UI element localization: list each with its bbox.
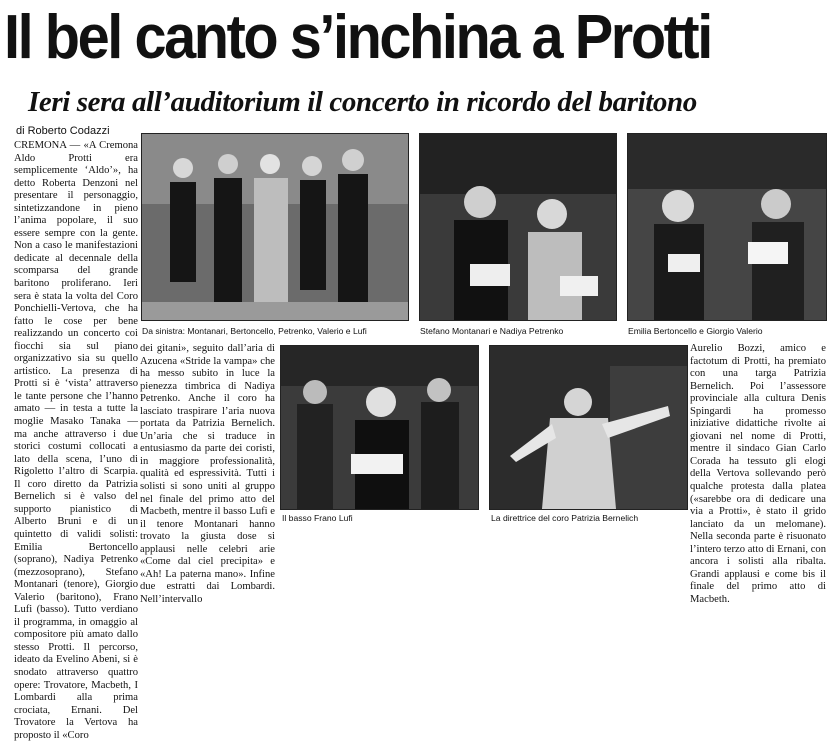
- photo-bernelich: [489, 345, 688, 510]
- subheadline: Ieri sera all’auditorium il concerto in ricordo del baritono: [28, 86, 697, 118]
- article-column-3: Aurelio Bozzi, amico e factotum di Protti, ha premiato con una targa Patrizia Bernelich. Poi l’assessore provinciale alla cultura Denis Spingardi ha promesso iniziative didattiche rivolte ai giovani nel nome di Protti, mentre il sindaco Gian Carlo Corada ha tessuto gli elogi della Vertova sollevando però qualche protesta dalla platea («sarebbe ora di dedicare una via a Protti», è stato il grido lanciato da un melomane). Nella seconda parte è risuonato l’intero terzo atto di Ernani, con ancora i solisti alla ribalta. Grandi applausi e come bis il finale del primo atto di Macbeth.: [690, 343, 826, 605]
- caption-bertoncello-valerio: Emilia Bertoncello e Giorgio Valerio: [628, 326, 763, 336]
- article-column-2: dei gitani», seguito dall’aria di Azucena «Stride la vampa» che ha messo subito in luce la pienezza timbrica di Nadiya Petrenko. Anche il coro ha lasciato traspirare l’aria nuova portata da Patrizia Bernelich. Un’aria che si traduce in entusiasmo da parte dei coristi, in maggiore professionalità, qualità ed espressività. Tutti i solisti si sono uniti al gruppo nel finale del primo atto del Macbeth, mentre il basso Lufi e il tenore Montanari hanno trovato la giusta dose si applausi nelle celebri arie «Come dal ciel precipita» e «Ah! La paterna mano». Infine due estratti dai Lombardi. Nell’intervallo: [140, 343, 275, 605]
- caption-bernelich: La direttrice del coro Patrizia Bernelich: [491, 513, 639, 523]
- caption-montanari-petrenko: Stefano Montanari e Nadiya Petrenko: [420, 326, 564, 336]
- article-column-1: CREMONA — «A Cremona Aldo Protti era semplicemente ‘Aldo’», ha detto Roberta Denzoni nel presentare il personaggio, sintetizzandone in pieno l’anima popolare, il suo essere sempre con la gente. Non a caso le manifestazioni dedicate al decennale della scomparsa del grande baritono proliferano. Ieri sera è stata la volta del Coro Ponchielli-Vertova, che ha fatto le cose per bene realizzando un concerto coi fiocchi sia sul piano organizzativo sia su quello artistico. La presenza di Protti si è ‘vista’ attraverso le tante persone che l’hanno amato — in testa a tutte la moglie Masako Tanaka — ma anche attraverso i due storici costumi collocati a lato della scena, l’uno di Rigoletto l’altro di Scarpia. Il coro diretto da Patrizia Bernelich si è valso del supporto pianistico di Alberto Bruni e di un quintetto di validi solisti: Emilia Bertoncello (soprano), Nadiya Petrenko (mezzosoprano), Stefano Montanari (tenore), Giorgio Valerio (baritono), Frano Lufi (basso). Tutto verdiano il programma, in omaggio al compositore più amato dallo stesso Protti. Il percorso, ideato da Evelino Abeni, si è snodato attraverso quattro opere: Trovatore, Macbeth, I Lombardi alla prima crociata, Ernani. Del Trovatore la Vertova ha proposto il «Coro: [14, 140, 138, 741]
- caption-soloists: Da sinistra: Montanari, Bertoncello, Petrenko, Valerio e Lufi: [142, 326, 367, 336]
- photo-bertoncello-valerio: [627, 133, 827, 321]
- photo-lufi: [280, 345, 479, 510]
- byline: di Roberto Codazzi: [16, 125, 110, 137]
- photo-montanari-petrenko: [419, 133, 617, 321]
- caption-lufi: Il basso Frano Lufi: [282, 513, 353, 523]
- headline: Il bel canto s’inchina a Protti: [4, 3, 711, 72]
- photo-soloists: [141, 133, 409, 321]
